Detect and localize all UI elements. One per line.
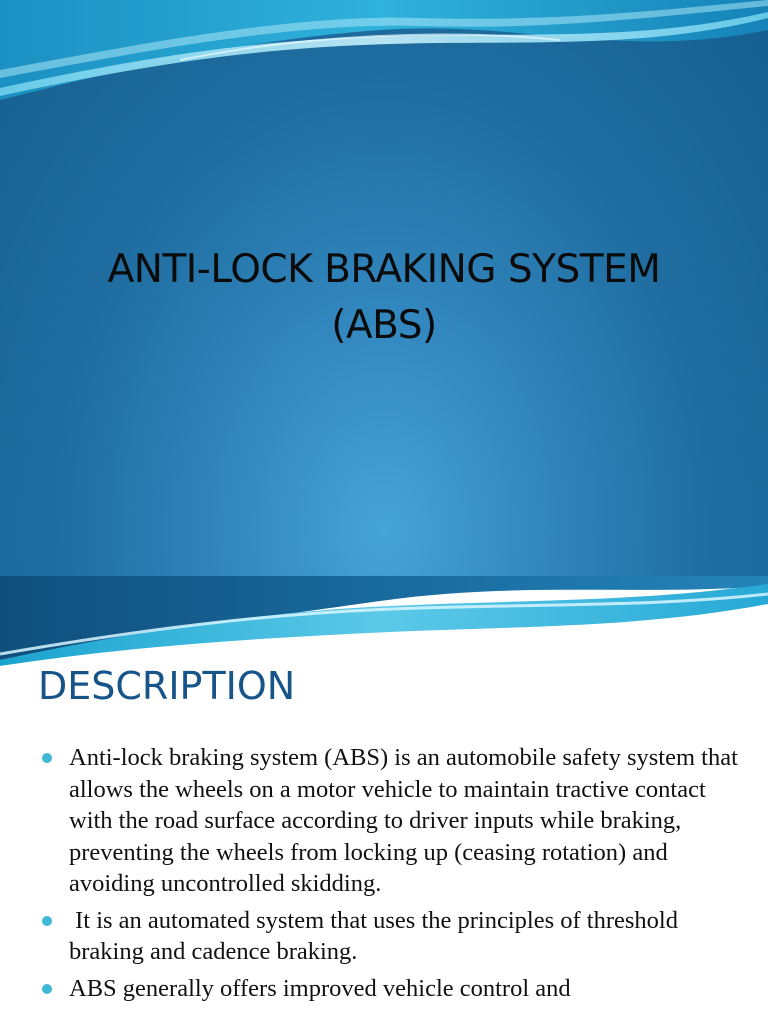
- header-wave-decoration: [0, 576, 768, 666]
- slide-title: [0, 242, 768, 354]
- bullet-text: ABS generally offers improved vehicle control and: [69, 974, 571, 1002]
- bullet-dot-icon: [42, 984, 52, 994]
- list-item: [38, 973, 738, 1005]
- bullet-text: Anti-lock braking system (ABS) is an automobile safety system that allows the wheels on a motor vehicle to maintain tractive contact with the road surface according to driver inputs while braking, preventing the wheels from locking up (ceasing rotation) and avoiding uncontrolled skidding.: [69, 744, 738, 897]
- slide-heading: DESCRIPTION: [38, 664, 296, 708]
- list-item: [38, 905, 738, 968]
- top-wave-decoration: [0, 0, 768, 110]
- slide-title-line-1: ANTI-LOCK BRAKING SYSTEM: [107, 247, 661, 292]
- list-item: [38, 742, 738, 900]
- bullet-list: [38, 742, 738, 1009]
- bullet-dot-icon: [42, 753, 52, 763]
- description-slide: [0, 576, 768, 1024]
- bullet-text: It is an automated system that uses the principles of threshold braking and cadence braking.: [69, 906, 685, 965]
- slide-title-line-2: (ABS): [331, 303, 437, 348]
- bullet-dot-icon: [42, 916, 52, 926]
